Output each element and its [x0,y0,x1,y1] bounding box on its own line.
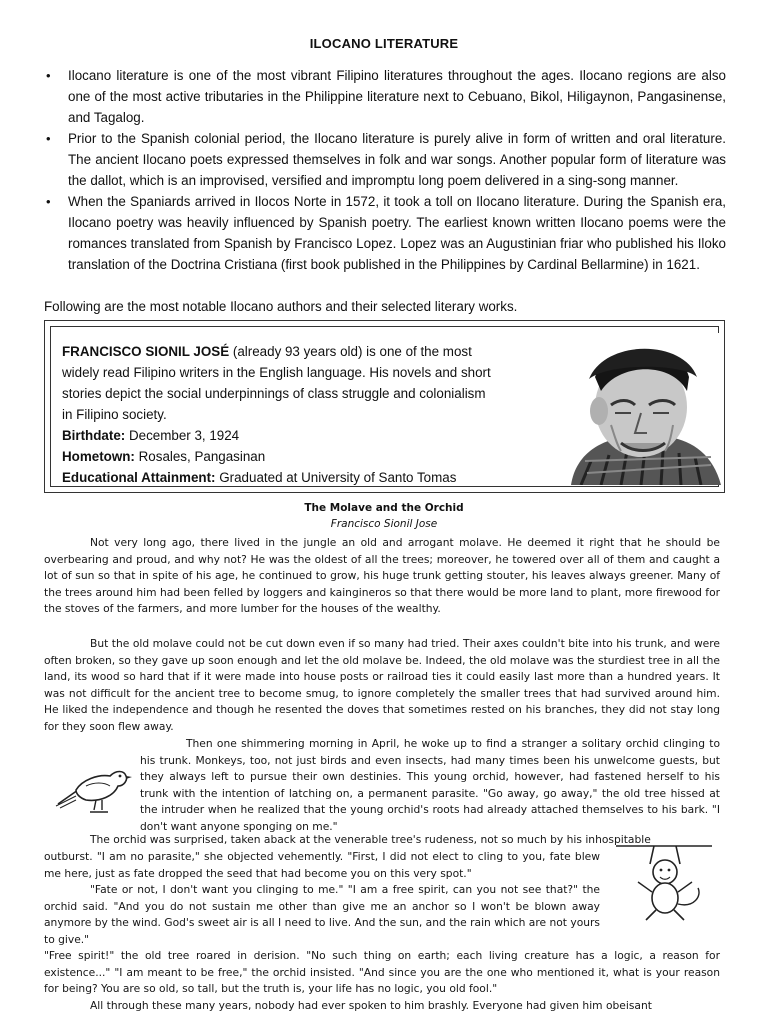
story-paragraph-1: Not very long ago, there lived in the jungle an old and arrogant molave. He deemed it right that he should be overbearing and proud, and why not? He was the oldest of all the trees; moreover, he towered over all of them and caught a lot of sun so that in spite of his age, he continued to grow, his huge trunk getting stouter, his leaves always greener. Many of the trees around him had been felled by loggers and kaingineros so that there would be more land to plant, more firewood for the stoves of the farmers, and more lumber for the houses of the wealthy. [44,536,720,616]
story-paragraph [44,998,720,1015]
story-paragraph [44,882,600,948]
intro-text: Following are the most notable Ilocano authors and their selected literary works. [44,299,518,314]
monkey-illustration-icon [614,842,714,924]
story-paragraph-2: But the old molave could not be cut down even if so many had tried. Their axes couldn't bite into his trunk, and were often broken, so they gave up soon enough and let the old molave be. Indeed, the old molave was the sturdiest tree in all the land, its wood so hard that if it were made into house posts or railroad ties it could easily last more than a hundred years. It was not difficult for the ancient tree to become smug, to ignore completely the smaller trees that had survived around him. He liked the independence and though he resented the doves that sometimes rested on his branches, they did not stay long for they soon flew away. [44,637,720,733]
author-bio [62,341,492,488]
page-title: ILOCANO LITERATURE [309,36,459,51]
hometown-value: Rosales, Pangasinan [134,449,266,464]
birthdate-value: December 3, 1924 [125,428,240,443]
birthdate-line [62,425,492,446]
education-label: Educational Attainment: [62,470,216,485]
education-value: Graduated at University of Santo Tomas [215,470,457,485]
story-author: Francisco Sionil Jose [330,518,438,530]
author-portrait-image [561,333,723,485]
story-paragraph-3: Then one shimmering morning in April, he woke up to find a stranger a solitary orchid clinging to his trunk. Monkeys, too, not just birds and even insects, had many times been his unwelcome guests, but they always left to pursue their own destinies. This young orchid, however, had fastened herself to his trunk with the intention of latching on, a permanent parasite. "Go away, go away," the old tree hissed at the intruder when he realized that the young orchid's roots had already attached themselves to his bark. "I don't want anyone sponging on me." [140,737,720,833]
story-paragraph-6: "Free spirit!" the old tree roared in derision. "No such thing on earth; each living creature has a logic, a reason for existence..." "I am meant to be free," the orchid insisted. "And since you are the one who mentioned it, what is your reason for being? You are so old, so tall, but the truth is, your life has no logic, you old fool." [44,949,720,996]
bullet-item: • Ilocano literature is one of the most vibrant Filipino literatures throughout the ages. Ilocano regions are also one of the most active tributaries in the Philippine literature next to Cebuano, Bikol, Hiligaynon, Pangasinense, and Tagalog. [44,65,726,128]
hometown-label: Hometown: [62,449,135,464]
author-name: FRANCISCO SIONIL JOSÉ [62,344,230,359]
author-description [62,341,492,425]
birthdate-label: Birthdate: [62,428,126,443]
story-paragraph-5: "Fate or not, I don't want you clinging to me." "I am a free spirit, can you not see that?" the orchid said. "And you do not sustain me other than give me an anchor so I won't be blown away anymore by the wind. God's sweet air is all I need to live. And the sun, and the rain which are not yours to give." [44,883,600,946]
author-description-text: (already 93 years old) is one of the most widely read Filipino writers in the English language. His novels and short stories depict the social underpinnings of class struggle and colonialism in Filipino society. [62,344,491,422]
hometown-line [62,446,492,467]
story-paragraph [140,736,720,836]
story-paragraph-4a: The orchid was surprised, taken aback at the venerable tree's rudeness, not so much by his inhospitable [90,833,651,846]
story-paragraph [44,535,720,618]
story-title: The Molave and the Orchid [304,502,464,514]
story-paragraph-4b: outburst. "I am no parasite," she objected vehemently. "First, I did not elect to cling to you, fate blew me here, just as fate dropped the seed that had become you on this very spot." [44,850,600,880]
bullet-list [44,65,726,275]
author-box-inner [50,326,719,487]
story-paragraph-7: All through these many years, nobody had ever spoken to him brashly. Everyone had given him obeisant [90,999,652,1012]
story-paragraph [44,948,720,998]
bullet-item: • Prior to the Spanish colonial period, the Ilocano literature is purely alive in form of written and oral literature. The ancient Ilocano poets expressed themselves in folk and war songs. Another popular form of literature was the dallot, which is an improvised, versified and impromptu long poem delivered in a sing-song manner. [44,128,726,191]
story-paragraph [44,849,600,882]
author-box [44,320,725,493]
story-paragraph [44,636,720,736]
bullet-item: • When the Spaniards arrived in Ilocos Norte in 1572, it took a toll on Ilocano literature. During the Spanish era, Ilocano poetry was heavily influenced by Spanish poetry. The earliest known written Ilocano poems were the romances translated from Spanish by Francisco Lopez. Lopez was an Augustinian friar who published his Iloko translation of the Doctrina Cristiana (first book published in the Philippines by Cardinal Bellarmine) in 1621. [44,191,726,275]
bird-illustration-icon [52,760,132,816]
education-line [62,467,492,488]
